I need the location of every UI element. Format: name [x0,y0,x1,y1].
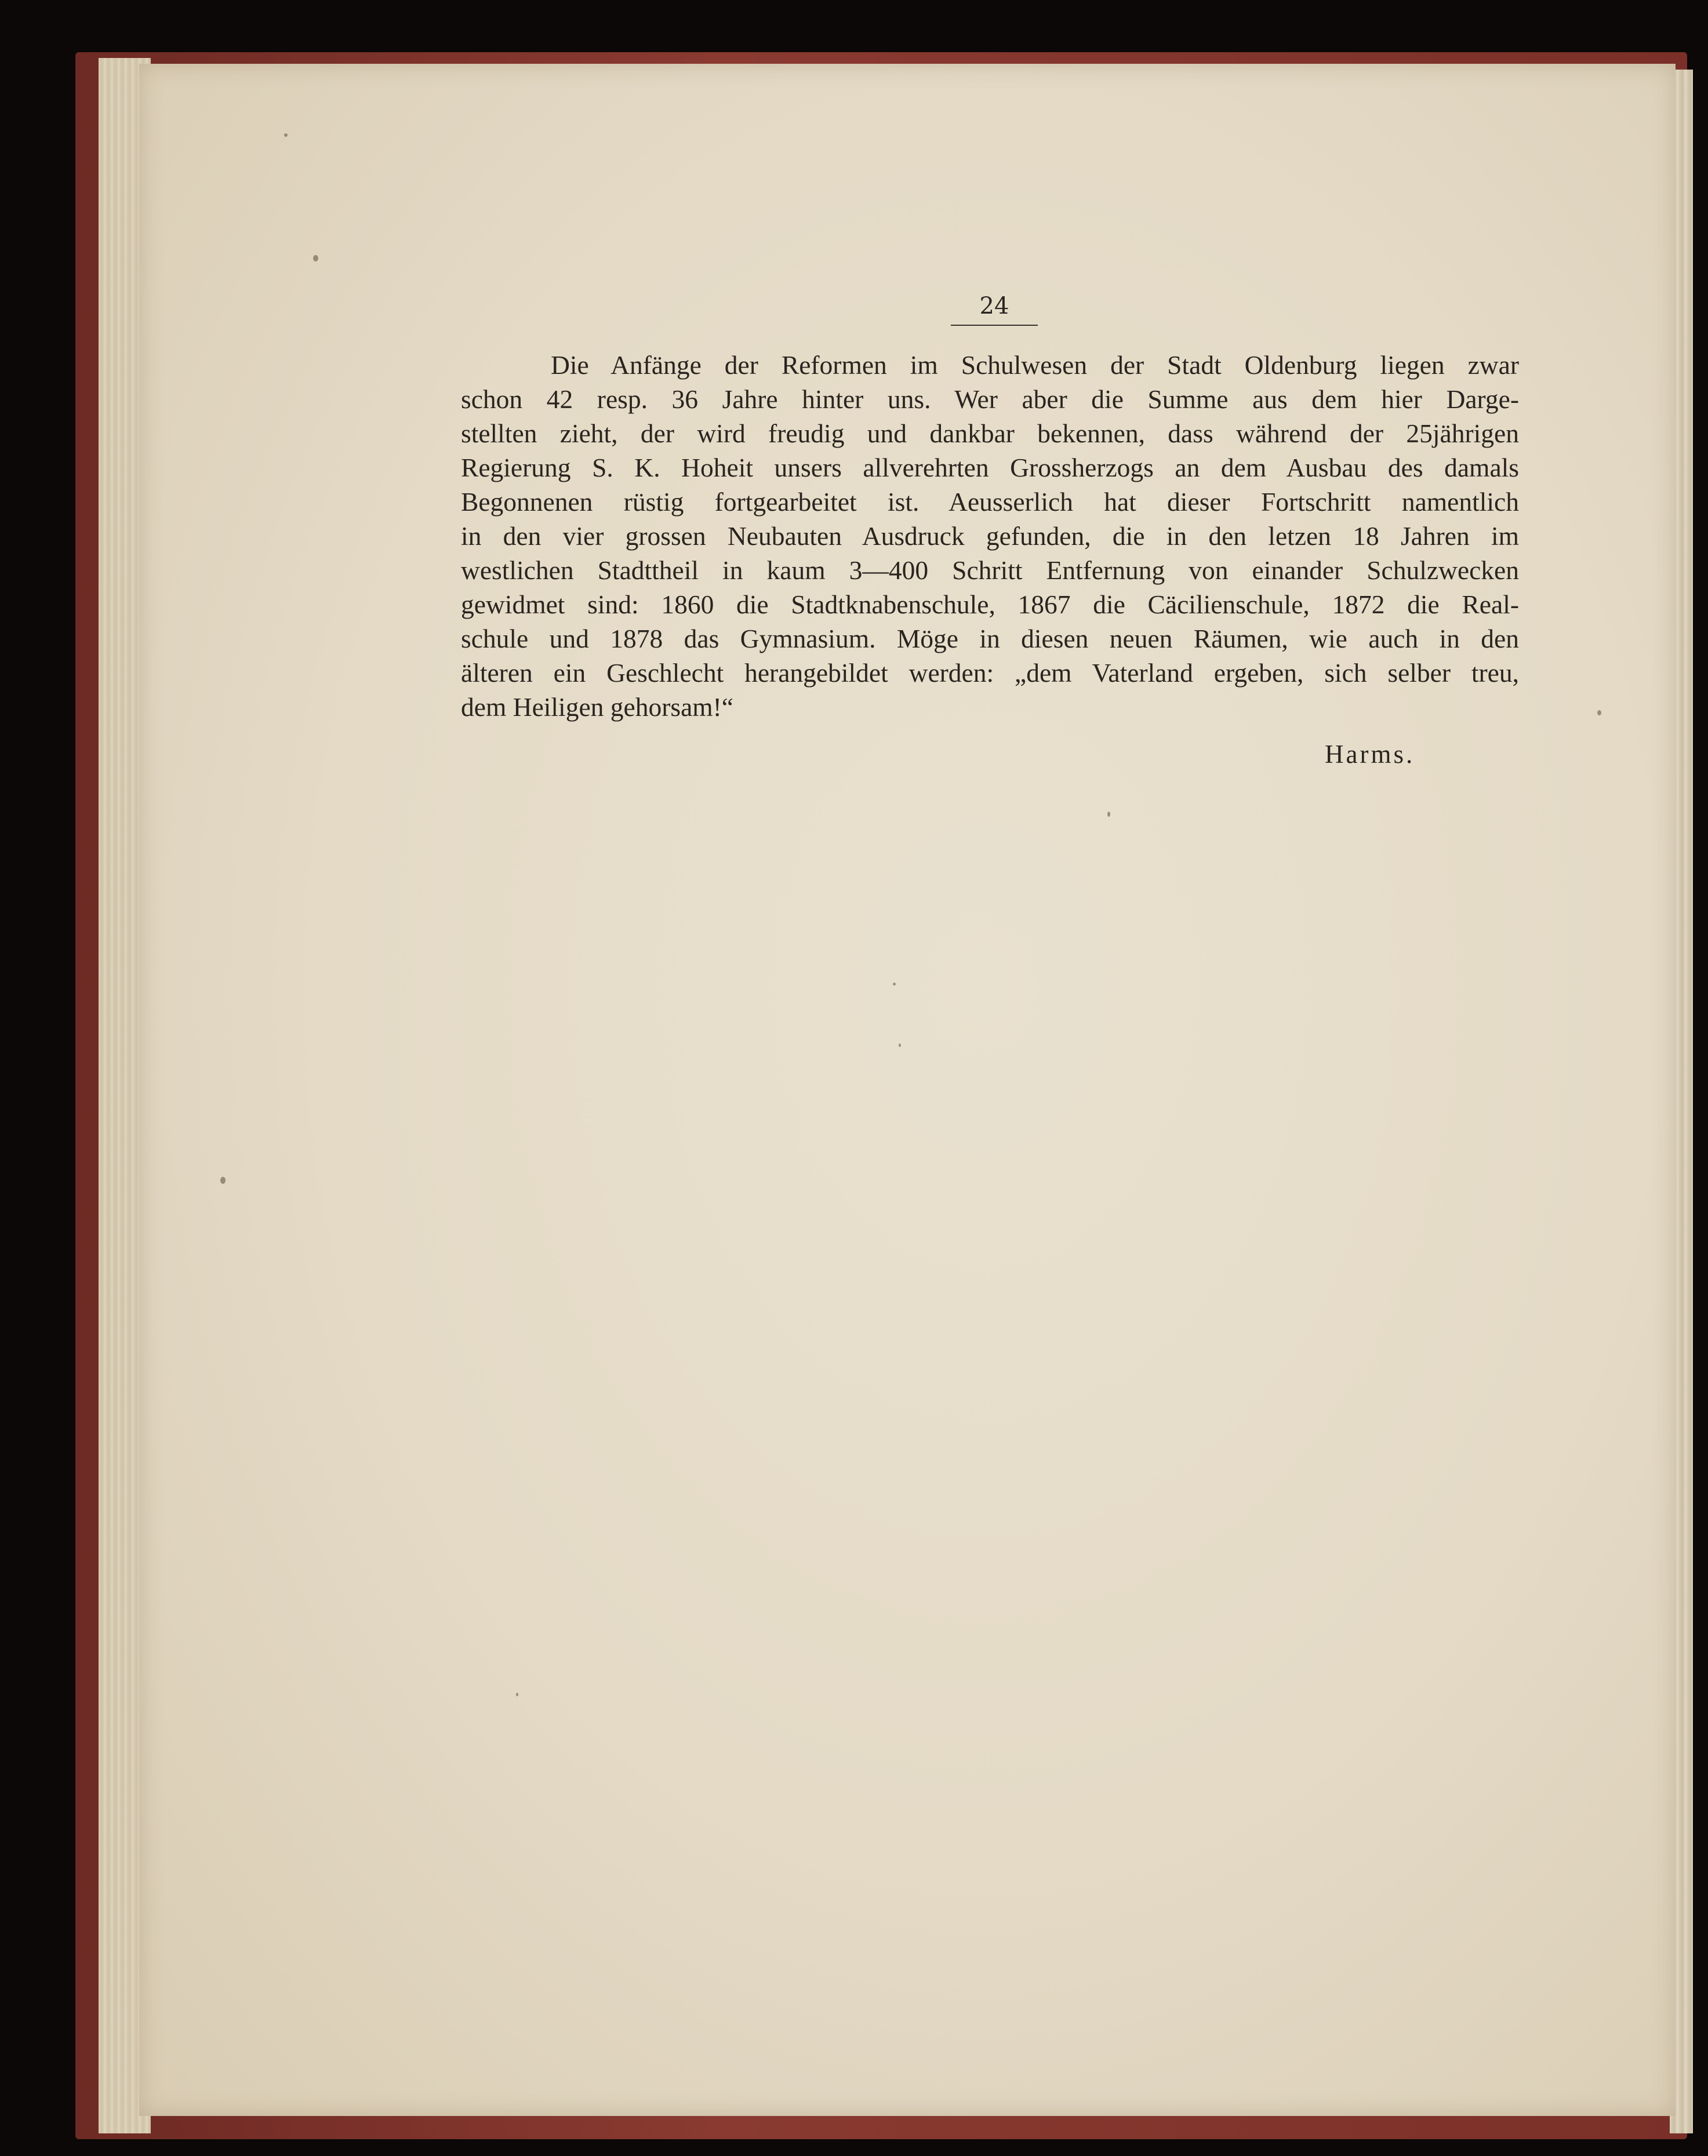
paper-speck [893,983,896,986]
text-line: älteren ein Geschlecht herangebildet werden: „dem Vaterland ergeben, sich selber treu, [461,658,1519,688]
text-line: Die Anfänge der Reformen im Schulwesen der Stadt Oldenburg liegen zwar [551,350,1519,380]
text-line: in den vier grossen Neubauten Ausdruck gefunden, die in den letzen 18 Jahren im [461,521,1519,551]
text-line: Regierung S. K. Hoheit unsers allverehrten Grossherzogs an dem Ausbau des damals [461,453,1519,482]
paper-speck [1597,710,1601,715]
paper-speck [1107,812,1110,817]
text-line: stellten zieht, der wird freudig und dankbar bekennen, dass während der 25jährigen [461,419,1519,448]
text-line: dem Heiligen gehorsam!“ [461,692,733,722]
text-line: Begonnenen rüstig fortgearbeitet ist. Aeusserlich hat dieser Fortschritt namentlich [461,487,1519,517]
text-line: schule und 1878 das Gymnasium. Möge in diesen neuen Räumen, wie auch in den [461,624,1519,653]
paper-speck [516,1693,518,1696]
text-line: schon 42 resp. 36 Jahre hinter uns. Wer aber die Summe aus dem hier Darge- [461,384,1519,414]
paper-speck [313,255,318,261]
paper-speck [899,1044,901,1047]
author-signature: Harms. [1325,740,1415,769]
paper-speck [220,1177,226,1184]
body-paragraph [461,348,1519,724]
text-line: gewidmet sind: 1860 die Stadtknabenschule, 1867 die Cäcilienschule, 1872 die Real- [461,590,1519,619]
page-number-rule [951,325,1038,326]
page-number: 24 [979,293,1009,319]
text-line: westlichen Stadttheil in kaum 3—400 Schritt Entfernung von einander Schulzwecken [461,555,1519,585]
paper-speck [284,133,288,137]
